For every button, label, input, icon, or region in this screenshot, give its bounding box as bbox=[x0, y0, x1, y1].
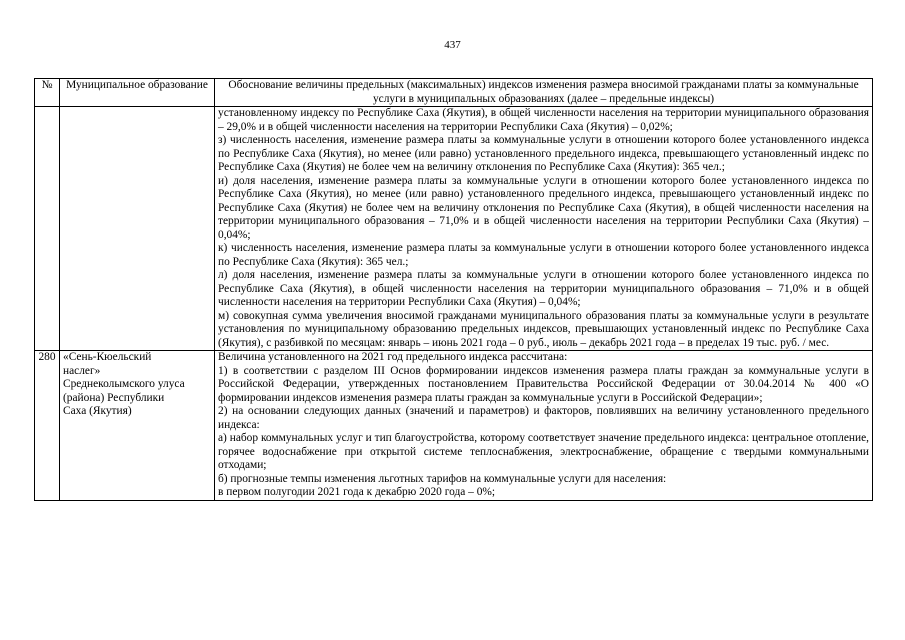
paragraph: б) прогнозные темпы изменения льготных тарифов на коммунальные услуги для населения: bbox=[218, 472, 667, 485]
header-municipality: Муниципальное образование bbox=[60, 79, 215, 107]
paragraph: в первом полугодии 2021 года к декабрю 2020 года – 0%; bbox=[218, 486, 496, 498]
paragraph: установленному индексу по Республике Саха (Якутия), в общей численности населения на территории муниципального образования – 29,0% и в общей численности населения на территории Республики Саха (Якутия) – 0,02%; bbox=[218, 107, 869, 133]
paragraph: к) численность населения, изменение размера платы за коммунальные услуги в отношении которого более установленного индекса по Республике Саха (Якутия): 365 чел.; bbox=[218, 242, 869, 268]
municipality-name bbox=[60, 351, 215, 501]
municipality-line: Среднеколымского улуса bbox=[63, 378, 185, 390]
justification-table bbox=[34, 78, 873, 501]
row-number: 280 bbox=[35, 351, 60, 501]
header-justification: Обоснование величины предельных (максимальных) индексов изменения размера вносимой гражданами платы за коммунальные услуги в муниципальных образованиях (далее – предельные индексы) bbox=[215, 79, 873, 107]
municipality-line: «Сень-Кюельский bbox=[63, 351, 152, 363]
paragraph: а) набор коммунальных услуг и тип благоустройства, которому соответствует значение предельного индекса: центральное отопление, горячее водоснабжение при открытой системе теплоснабжения, электроснабжение, обращение с твердыми коммунальными отходами; bbox=[218, 432, 869, 471]
number-cell-empty bbox=[35, 107, 60, 351]
justification-cell bbox=[215, 107, 873, 351]
paragraph: л) доля населения, изменение размера платы за коммунальные услуги в отношении которого более установленного индекса по Республике Саха (Якутия), в общей численности населения на территории муниципального образования – 71,0% и в общей численности населения на территории Республики Саха (Якутия) – 0,04%; bbox=[218, 269, 869, 308]
table-row-280 bbox=[35, 351, 873, 501]
paragraph: 2) на основании следующих данных (значений и параметров) и факторов, повлиявших на величину установленного предельного индекса: bbox=[218, 405, 869, 431]
paragraph: з) численность населения, изменение размера платы за коммунальные услуги в отношении которого более установленного индекса по Республике Саха (Якутия), но менее (или равно) установленного предельного индекса, превышающего установленный индекс по Республике Саха (Якутия) не более чем на величину отклонения по Республике Саха (Якутия): 365 чел.; bbox=[218, 134, 869, 173]
header-number: № bbox=[35, 79, 60, 107]
paragraph: 1) в соответствии с разделом III Основ формировании индексов изменения размера платы граждан за коммунальные услуги в Российской Федерации, утвержденных постановлением Правительства Российской Федерации от 30.04.2014 № 400 «О формировании индексов изменения размера платы граждан за коммунальные услуги в Российской Федерации»; bbox=[218, 364, 869, 404]
municipality-line: (района) Республики bbox=[63, 391, 165, 404]
page-number: 437 bbox=[444, 39, 461, 51]
paragraph: и) доля населения, изменение размера платы за коммунальные услуги в отношении которого более установленного индекса по Республике Саха (Якутия), но менее (или равно) установленного предельного индекса, превышающего установленный индекс по Республике Саха (Якутия) не более чем на величину отклонения по Республике Саха (Якутия), в общей численности населения на территории муниципального образования – 71,0% и в общей численности населения на территории Республики Саха (Якутия) – 0,04%; bbox=[218, 174, 869, 241]
paragraph: Величина установленного на 2021 год предельного индекса рассчитана: bbox=[218, 351, 568, 363]
justification-cell bbox=[215, 351, 873, 501]
paragraph: м) совокупная сумма увеличения вносимой гражданами муниципального образования платы за коммунальные услуги в результате установления по муниципальному образованию предельных индексов, превышающих установленный индекс по Республике Саха (Якутия), с разбивкой по месяцам: январь – июнь 2021 года – 0 руб., июль – декабрь 2021 года – в пределах 19 тыс. руб. / мес. bbox=[218, 309, 869, 349]
table-row-continued bbox=[35, 107, 873, 351]
municipality-cell-empty bbox=[60, 107, 215, 351]
municipality-line: Саха (Якутия) bbox=[63, 405, 132, 417]
municipality-line: наслег» bbox=[63, 364, 101, 377]
table-header-row bbox=[35, 79, 873, 107]
